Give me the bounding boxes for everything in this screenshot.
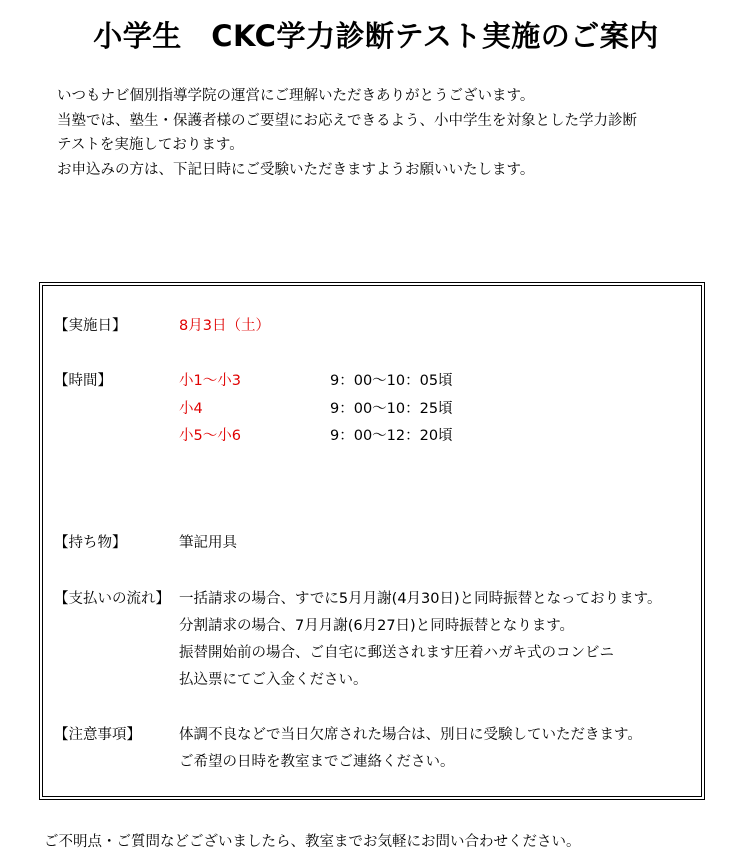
footer-note: ご不明点・ご質問などございましたら、教室までお気軽にお問い合わせください。	[44, 834, 581, 850]
time-range: 9：00～10：05頃	[330, 373, 453, 389]
date-value: 8月3日（土）	[179, 318, 270, 334]
payment-label: 【支払いの流れ】	[54, 591, 170, 607]
intro-line: お申込みの方は、下記日時にご受験いただきますようお願いいたします。	[57, 161, 535, 178]
date-label: 【実施日】	[54, 318, 127, 334]
time-grade: 小1～小3	[179, 373, 241, 389]
notes-line: ご希望の日時を教室までご連絡ください。	[179, 754, 455, 770]
payment-line: 分割請求の場合、7月月謝(6月27日)と同時振替となります。	[179, 618, 575, 634]
details-box	[39, 282, 705, 800]
items-value: 筆記用具	[179, 535, 237, 551]
time-range: 9：00～12：20頃	[330, 428, 453, 444]
time-range: 9：00～10：25頃	[330, 401, 453, 417]
notes-line: 体調不良などで当日欠席された場合は、別日に受験していただきます。	[179, 727, 642, 743]
items-label: 【持ち物】	[54, 535, 127, 551]
payment-line: 払込票にてご入金ください。	[179, 672, 368, 688]
intro-line: いつもナビ個別指導学院の運営にご理解いただきありがとうございます。	[57, 88, 535, 104]
payment-line: 一括請求の場合、すでに5月月謝(4月30日)と同時振替となっております。	[179, 591, 662, 607]
intro-paragraph	[57, 84, 737, 182]
payment-line: 振替開始前の場合、ご自宅に郵送されます圧着ハガキ式のコンビニ	[179, 645, 614, 661]
time-grade: 小4	[179, 401, 203, 417]
page-title: 小学生 CKC学力診断テスト実施のご案内	[93, 19, 659, 53]
time-label: 【時間】	[54, 373, 112, 389]
intro-line: 当塾では、塾生・保護者様のご要望にお応えできるよう、小中学生を対象とした学力診断	[57, 112, 637, 129]
notes-label: 【注意事項】	[54, 727, 141, 743]
details-box-inner-border	[42, 285, 702, 797]
intro-line: テストを実施しております。	[57, 137, 244, 153]
time-grade: 小5～小6	[179, 428, 241, 444]
